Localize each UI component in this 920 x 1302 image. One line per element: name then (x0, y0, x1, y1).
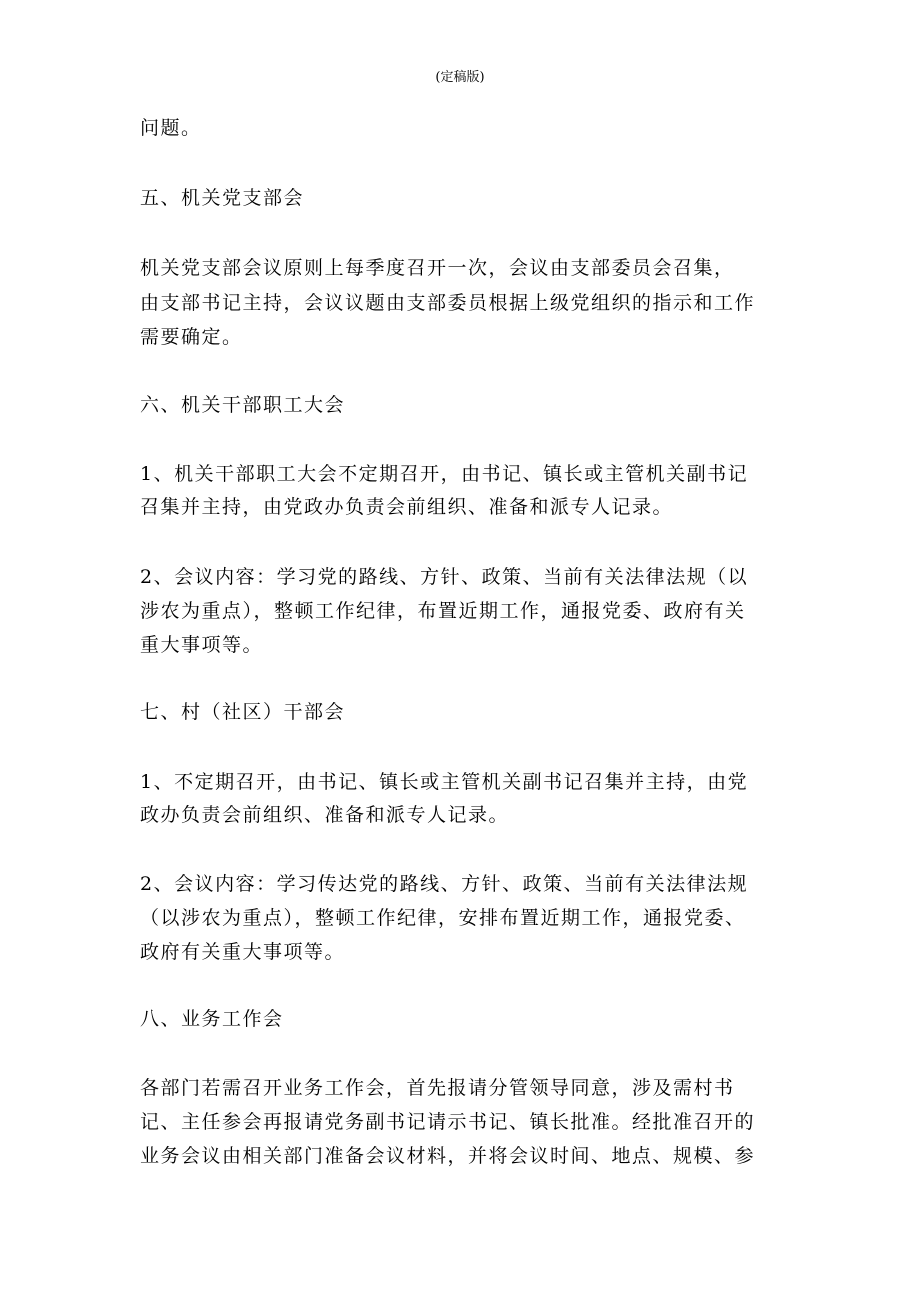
paragraph-line: 2、会议内容：学习传达党的路线、方针、政策、当前有关法律法规 (140, 873, 749, 895)
page-header: (定稿版) (435, 70, 485, 85)
line-1: 问题。 (140, 117, 202, 139)
paragraph-line: 1、不定期召开，由书记、镇长或主管机关副书记召集并主持，由党 (140, 771, 749, 793)
paragraph-line: 2、会议内容：学习党的路线、方针、政策、当前有关法律法规（以 (140, 566, 749, 588)
paragraph-line: （以涉农为重点），整顿工作纪律，安排布置近期工作，通报党委、 (140, 907, 746, 929)
section-heading-6: 六、机关干部职工大会 (140, 394, 346, 416)
paragraph-line: 召集并主持，由党政办负责会前组织、准备和派专人记录。 (140, 496, 674, 518)
paragraph-line: 各部门若需召开业务工作会，首先报请分管领导同意，涉及需村书 (140, 1077, 735, 1099)
paragraph-line: 涉农为重点），整顿工作纪律，布置近期工作，通报党委、政府有关 (140, 600, 746, 622)
section-heading-5: 五、机关党支部会 (140, 187, 305, 209)
paragraph-line: 政府有关重大事项等。 (140, 941, 346, 963)
section-heading-7: 七、村（社区）干部会 (140, 701, 346, 723)
paragraph-line: 由支部书记主持，会议议题由支部委员根据上级党组织的指示和工作 (140, 292, 756, 314)
paragraph-line: 1、机关干部职工大会不定期召开，由书记、镇长或主管机关副书记 (140, 463, 749, 485)
paragraph-line: 记、主任参会再报请党务副书记请示书记、镇长批准。经批准召开的 (140, 1111, 756, 1133)
paragraph-line: 政办负责会前组织、准备和派专人记录。 (140, 804, 510, 826)
paragraph-line: 需要确定。 (140, 326, 243, 348)
section-heading-8: 八、业务工作会 (140, 1008, 284, 1030)
paragraph-line: 机关党支部会议原则上每季度召开一次，会议由支部委员会召集， (140, 257, 735, 279)
paragraph-line: 重大事项等。 (140, 634, 264, 656)
paragraph-line: 业务会议由相关部门准备会议材料，并将会议时间、地点、规模、参 (140, 1145, 756, 1167)
